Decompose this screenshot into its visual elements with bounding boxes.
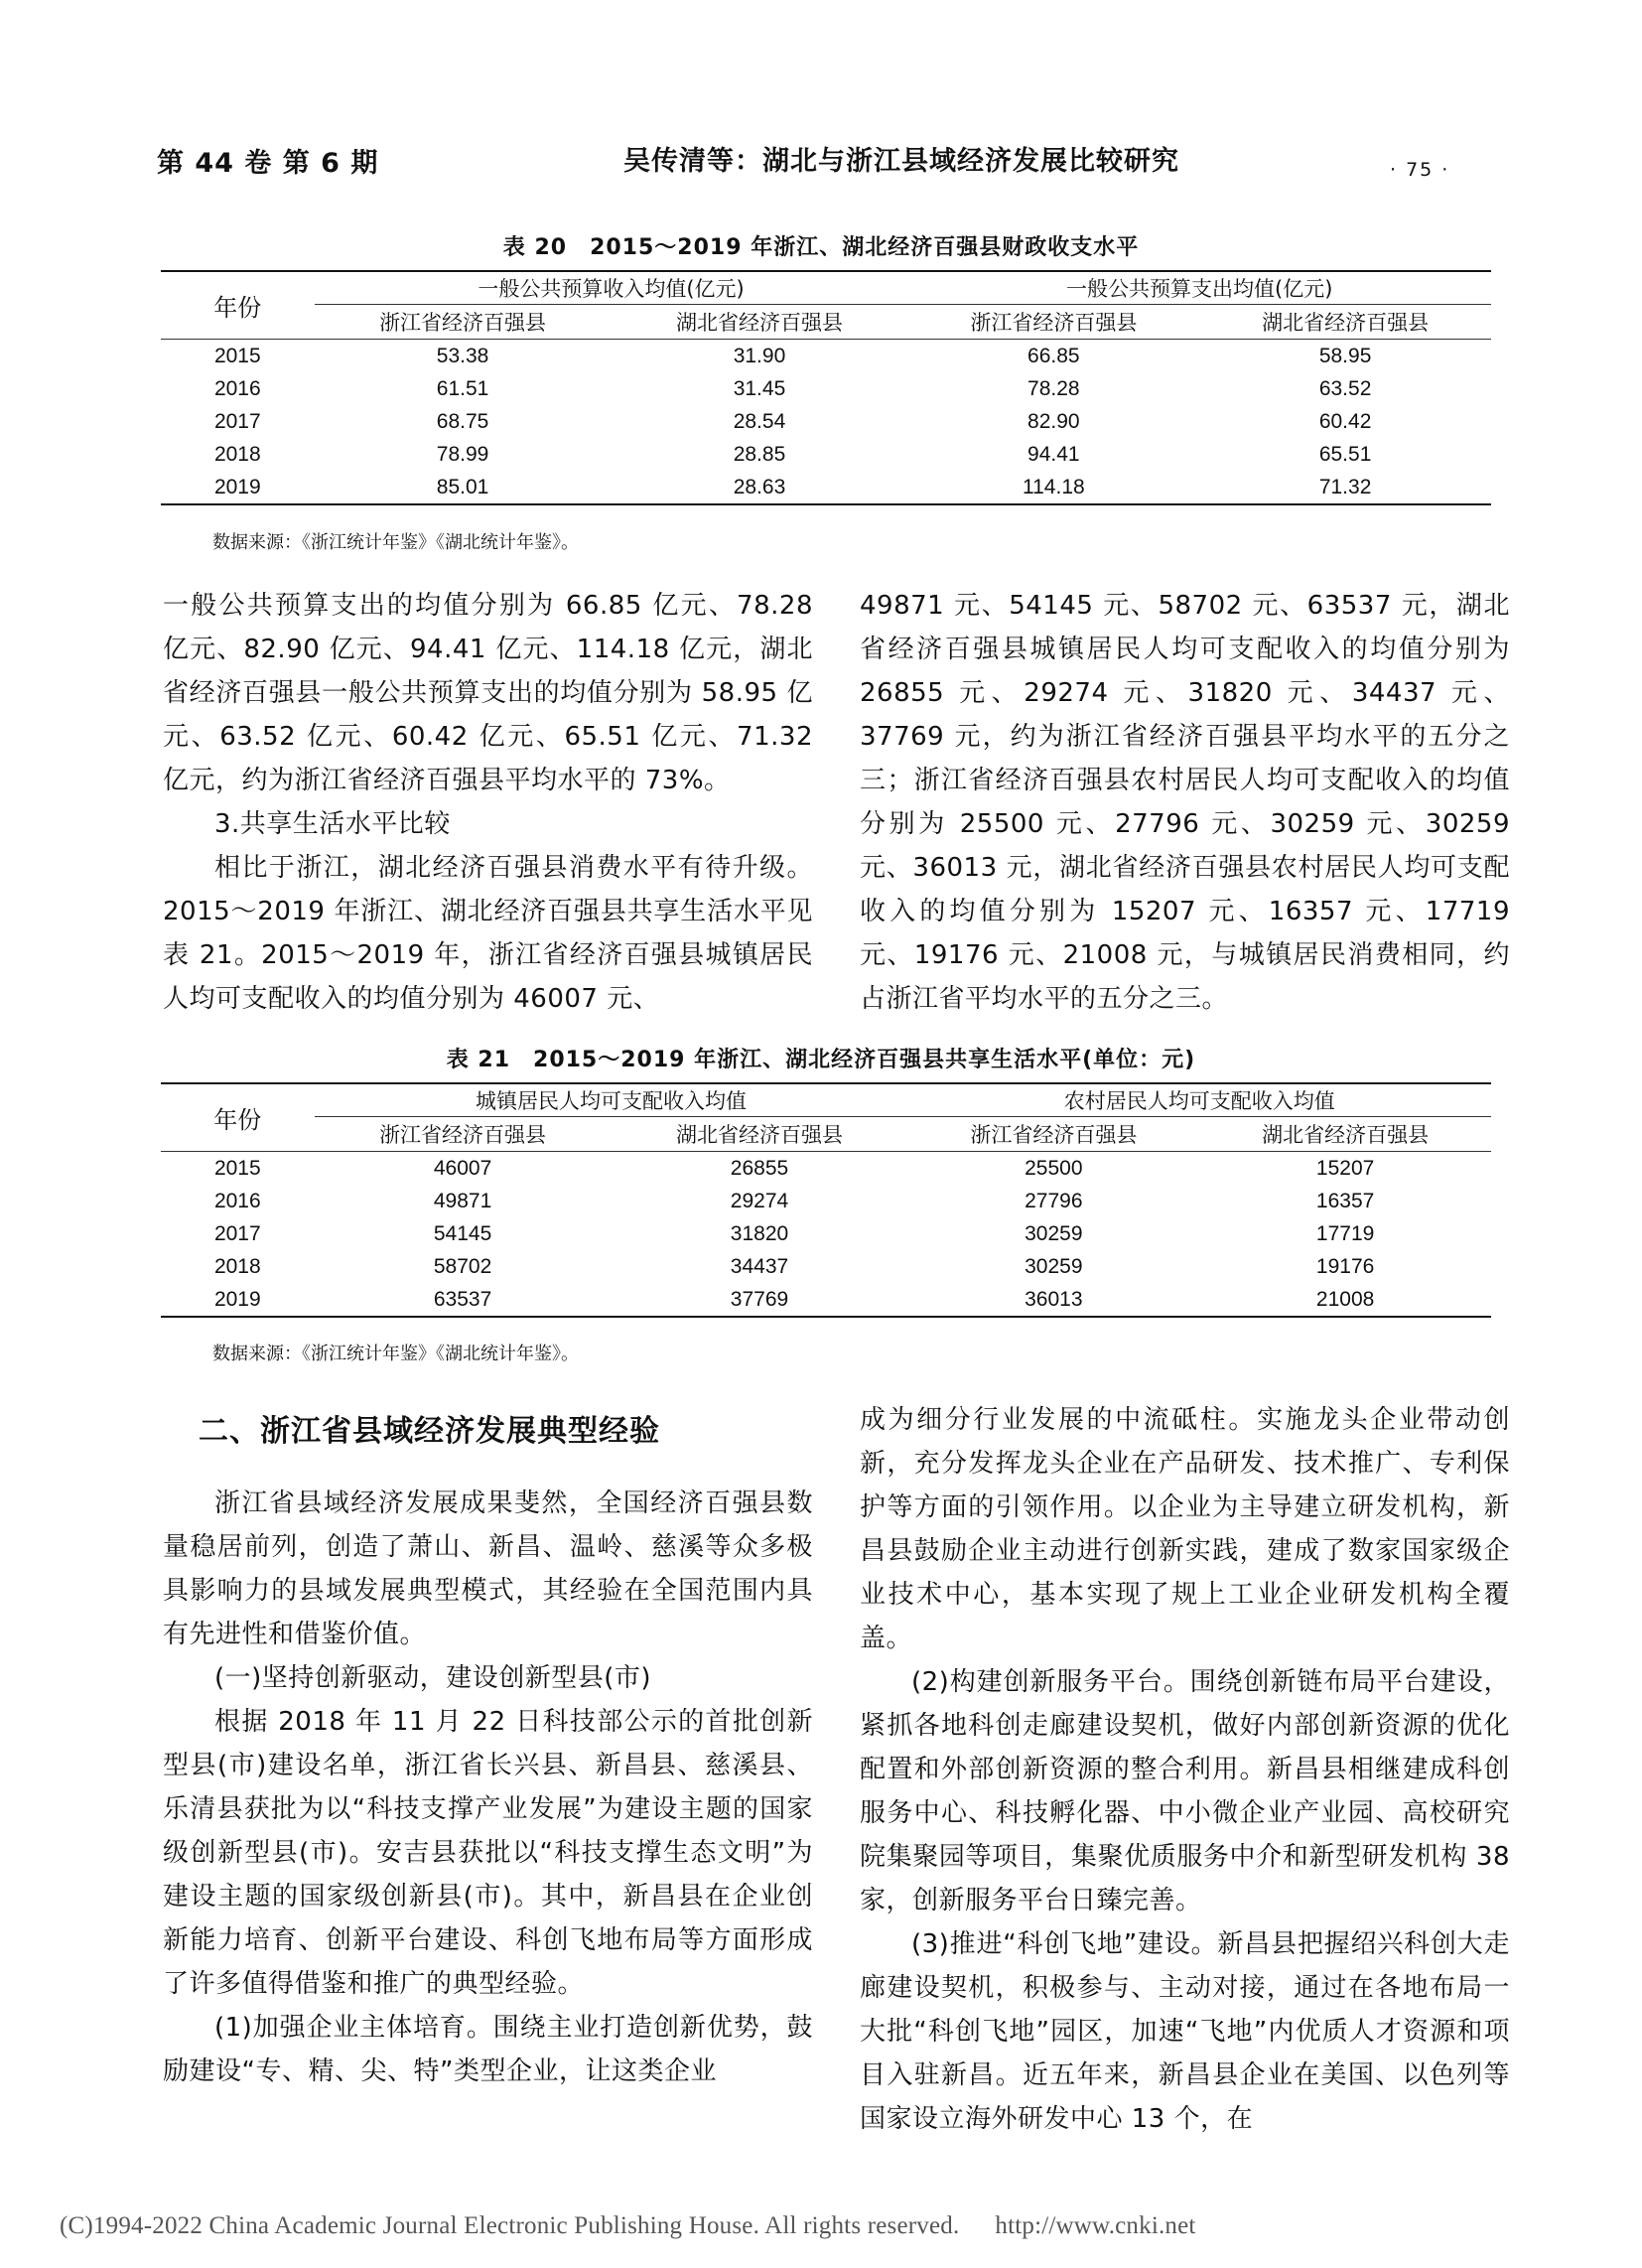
- table-cell: 54145: [433, 1221, 492, 1245]
- column-header: 湖北省经济百强县: [1199, 1117, 1491, 1152]
- table-cell: 31.90: [733, 344, 786, 367]
- table-row: [161, 405, 1491, 438]
- subsection-heading: 3.共享生活水平比较: [214, 809, 451, 839]
- year-header: 年份: [161, 271, 315, 340]
- table-21-source: 数据来源：《浙江统计年鉴》《湖北统计年鉴》。: [212, 1344, 579, 1364]
- table-cell: 2019: [161, 1283, 315, 1317]
- paragraph: (3)推进“科创飞地”建设。新昌县把握绍兴科创大走廊建设契机，积极参与、主动对接，通过在各地布局一大批“科创飞地”园区，加速“飞地”内优质人才资源和项目入驻新昌。近五年来，新昌县企业在美国、以色列等国家设立海外研发中心 13 个，在: [860, 1929, 1510, 2134]
- table-row: [161, 340, 1491, 373]
- table-row: [161, 1217, 1491, 1250]
- table-cell: 37769: [612, 1283, 908, 1317]
- table-21: [161, 1082, 1491, 1318]
- table-cell: 2018: [213, 442, 261, 466]
- column-header: 湖北省经济百强县: [612, 305, 908, 340]
- expenditure-group-header: 一般公共预算支出均值(亿元): [907, 271, 1491, 305]
- paragraph: 成为细分行业发展的中流砥柱。实施龙头企业带动创新，充分发挥龙头企业在产品研发、技术推广、专利保护等方面的引领作用。以企业为主导建立研发机构，新昌县鼓励企业主动进行创新实践，建成了数家国家级企业技术中心，基本实现了规上工业企业研发机构全覆盖。: [860, 1405, 1510, 1653]
- table-cell: 28.54: [733, 409, 786, 433]
- table-21-caption: 表 21 2015～2019 年浙江、湖北经济百强县共享生活水平(单位：元): [446, 1048, 1196, 1072]
- table-cell: 36013: [907, 1283, 1199, 1317]
- table-cell: 58.95: [1318, 344, 1372, 367]
- paragraph: (1)加强企业主体培育。围绕主业打造创新优势，鼓励建设“专、精、尖、特”类型企业，让这类企业: [163, 2013, 813, 2086]
- table-cell: 78.28: [1027, 376, 1080, 400]
- table-cell: 34437: [730, 1254, 789, 1278]
- column-header: 浙江省经济百强县: [907, 1117, 1199, 1152]
- table-cell: 46007: [433, 1156, 492, 1180]
- table-cell: 15207: [1315, 1156, 1375, 1180]
- table-row: [161, 1283, 1491, 1317]
- table-cell: 2015: [213, 1156, 261, 1180]
- cnki-link[interactable]: http://www.cnki.net: [995, 2212, 1196, 2239]
- rural-income-group-header: 农村居民人均可支配收入均值: [907, 1083, 1491, 1117]
- table-cell: 63537: [315, 1283, 612, 1317]
- table-cell: 31820: [730, 1221, 789, 1245]
- table-cell: 85.01: [315, 471, 612, 504]
- paragraph: 根据 2018 年 11 月 22 日科技部公示的首批创新型县(市)建设名单，浙江省长兴县、新昌县、慈溪县、乐清县获批为以“科技支撑产业发展”为建设主题的国家级创新型县(市)。安吉县获批以“科技支撑生态文明”为建设主题的国家级创新县(市)。其中，新昌县在企业创新能力培育、创新平台建设、科创飞地布局等方面形成了许多值得借鉴和推广的典型经验。: [163, 1707, 813, 1999]
- table-cell: 28.63: [612, 471, 908, 504]
- running-title: 吴传清等：湖北与浙江县域经济发展比较研究: [623, 146, 1179, 177]
- right-column-2: [860, 1398, 1510, 2141]
- table-20-caption: 表 20 2015～2019 年浙江、湖北经济百强县财政收支水平: [502, 235, 1140, 260]
- table-cell: 66.85: [1027, 344, 1080, 367]
- page-number: · 75 ·: [1390, 159, 1450, 181]
- table-cell: 26855: [730, 1156, 789, 1180]
- table-cell: 30259: [1025, 1221, 1083, 1245]
- table-cell: 114.18: [907, 471, 1199, 504]
- paragraph: 49871 元、54145 元、58702 元、63537 元，湖北省经济百强县城镇居民人均可支配收入的均值分别为 26855 元、29274 元、31820 元、34437 元、37769 元，约为浙江省经济百强县平均水平的五分之三；浙江省经济百强县农村居民人均可支配收入的均值分别为 25500 元、27796 元、30259 元、30259 元、36013 元，湖北省经济百强县农村居民人均可支配收入的均值分别为 15207 元、16357 元、17719 元、19176 元、21008 元，与城镇居民消费相同，约占浙江省平均水平的五分之三。: [860, 591, 1510, 1014]
- table-cell: 94.41: [1027, 442, 1080, 466]
- table-cell: 53.38: [436, 344, 489, 367]
- column-header: 浙江省经济百强县: [315, 1117, 612, 1152]
- table-cell: 60.42: [1318, 409, 1372, 433]
- left-column-2: [163, 1398, 813, 2093]
- table-cell: 21008: [1199, 1283, 1491, 1317]
- table-row: [161, 1185, 1491, 1217]
- paragraph: 浙江省县域经济发展成果斐然，全国经济百强县数量稳居前列，创造了萧山、新昌、温岭、慈溪等众多极具影响力的县域发展典型模式，其经验在全国范围内具有先进性和借鉴价值。: [163, 1488, 813, 1649]
- column-header: 浙江省经济百强县: [907, 305, 1199, 340]
- paragraph: 一般公共预算支出的均值分别为 66.85 亿元、78.28 亿元、82.90 亿元、94.41 亿元、114.18 亿元，湖北省经济百强县一般公共预算支出的均值分别为 58.95 亿元、63.52 亿元、60.42 亿元、65.51 亿元、71.32 亿元，约为浙江省经济百强县平均水平的 73%。: [163, 591, 813, 795]
- table-cell: 28.85: [733, 442, 786, 466]
- table-cell: 30259: [1025, 1254, 1083, 1278]
- table-cell: 82.90: [1027, 409, 1080, 433]
- urban-income-group-header: 城镇居民人均可支配收入均值: [315, 1083, 908, 1117]
- table-row: [161, 1152, 1491, 1186]
- table-cell: 61.51: [436, 376, 489, 400]
- paragraph: 相比于浙江，湖北经济百强县消费水平有待升级。2015～2019 年浙江、湖北经济百强县共享生活水平见表 21。2015～2019 年，浙江省经济百强县城镇居民人均可支配收入的均值分别为 46007 元、: [163, 853, 813, 1014]
- table-cell: 63.52: [1318, 376, 1372, 400]
- right-column-1: [860, 584, 1510, 1021]
- table-20: [161, 270, 1491, 505]
- copyright-text: (C)1994-2022 China Academic Journal Electronic Publishing House. All rights reserved.: [60, 2212, 960, 2239]
- table-cell: 2016: [213, 1189, 261, 1212]
- column-header: 浙江省经济百强县: [315, 305, 612, 340]
- table-cell: 58702: [433, 1254, 492, 1278]
- year-header: 年份: [161, 1083, 315, 1152]
- table-cell: 2015: [213, 344, 261, 367]
- table-cell: 2018: [213, 1254, 261, 1278]
- table-cell: 16357: [1315, 1189, 1375, 1212]
- table-cell: 25500: [1025, 1156, 1083, 1180]
- column-header: 湖北省经济百强县: [612, 1117, 908, 1152]
- table-cell: 68.75: [436, 409, 489, 433]
- table-cell: 2017: [213, 1221, 261, 1245]
- paragraph: (2)构建创新服务平台。围绕创新链布局平台建设，紧抓各地科创走廊建设契机，做好内部创新资源的优化配置和外部创新资源的整合利用。新昌县相继建成科创服务中心、科技孵化器、中小微企业产业园、高校研究院集聚园等项目，集聚优质服务中介和新型研发机构 38 家，创新服务平台日臻完善。: [860, 1667, 1510, 1915]
- table-cell: 17719: [1315, 1221, 1375, 1245]
- column-header: 湖北省经济百强县: [1199, 305, 1491, 340]
- table-cell: 2017: [213, 409, 261, 433]
- journal-issue: 第 44 卷 第 6 期: [157, 148, 379, 179]
- table-cell: 27796: [1025, 1189, 1083, 1212]
- table-row: [161, 471, 1491, 504]
- subsection-heading: (一)坚持创新驱动，建设创新型县(市): [214, 1663, 652, 1693]
- table-row: [161, 1250, 1491, 1283]
- table-cell: 31.45: [733, 376, 786, 400]
- section-heading: 二、浙江省县域经济发展典型经验: [199, 1414, 660, 1449]
- table-cell: 71.32: [1199, 471, 1491, 504]
- table-cell: 2019: [161, 471, 315, 504]
- table-cell: 2016: [213, 376, 261, 400]
- table-cell: 78.99: [436, 442, 489, 466]
- copyright-footer: [60, 2212, 1196, 2240]
- revenue-group-header: 一般公共预算收入均值(亿元): [315, 271, 908, 305]
- table-cell: 29274: [730, 1189, 789, 1212]
- left-column-1: [163, 584, 813, 1021]
- table-row: [161, 372, 1491, 405]
- table-cell: 19176: [1315, 1254, 1375, 1278]
- table-cell: 49871: [433, 1189, 492, 1212]
- table-20-source: 数据来源：《浙江统计年鉴》《湖北统计年鉴》。: [212, 532, 579, 553]
- table-cell: 65.51: [1318, 442, 1372, 466]
- table-row: [161, 438, 1491, 471]
